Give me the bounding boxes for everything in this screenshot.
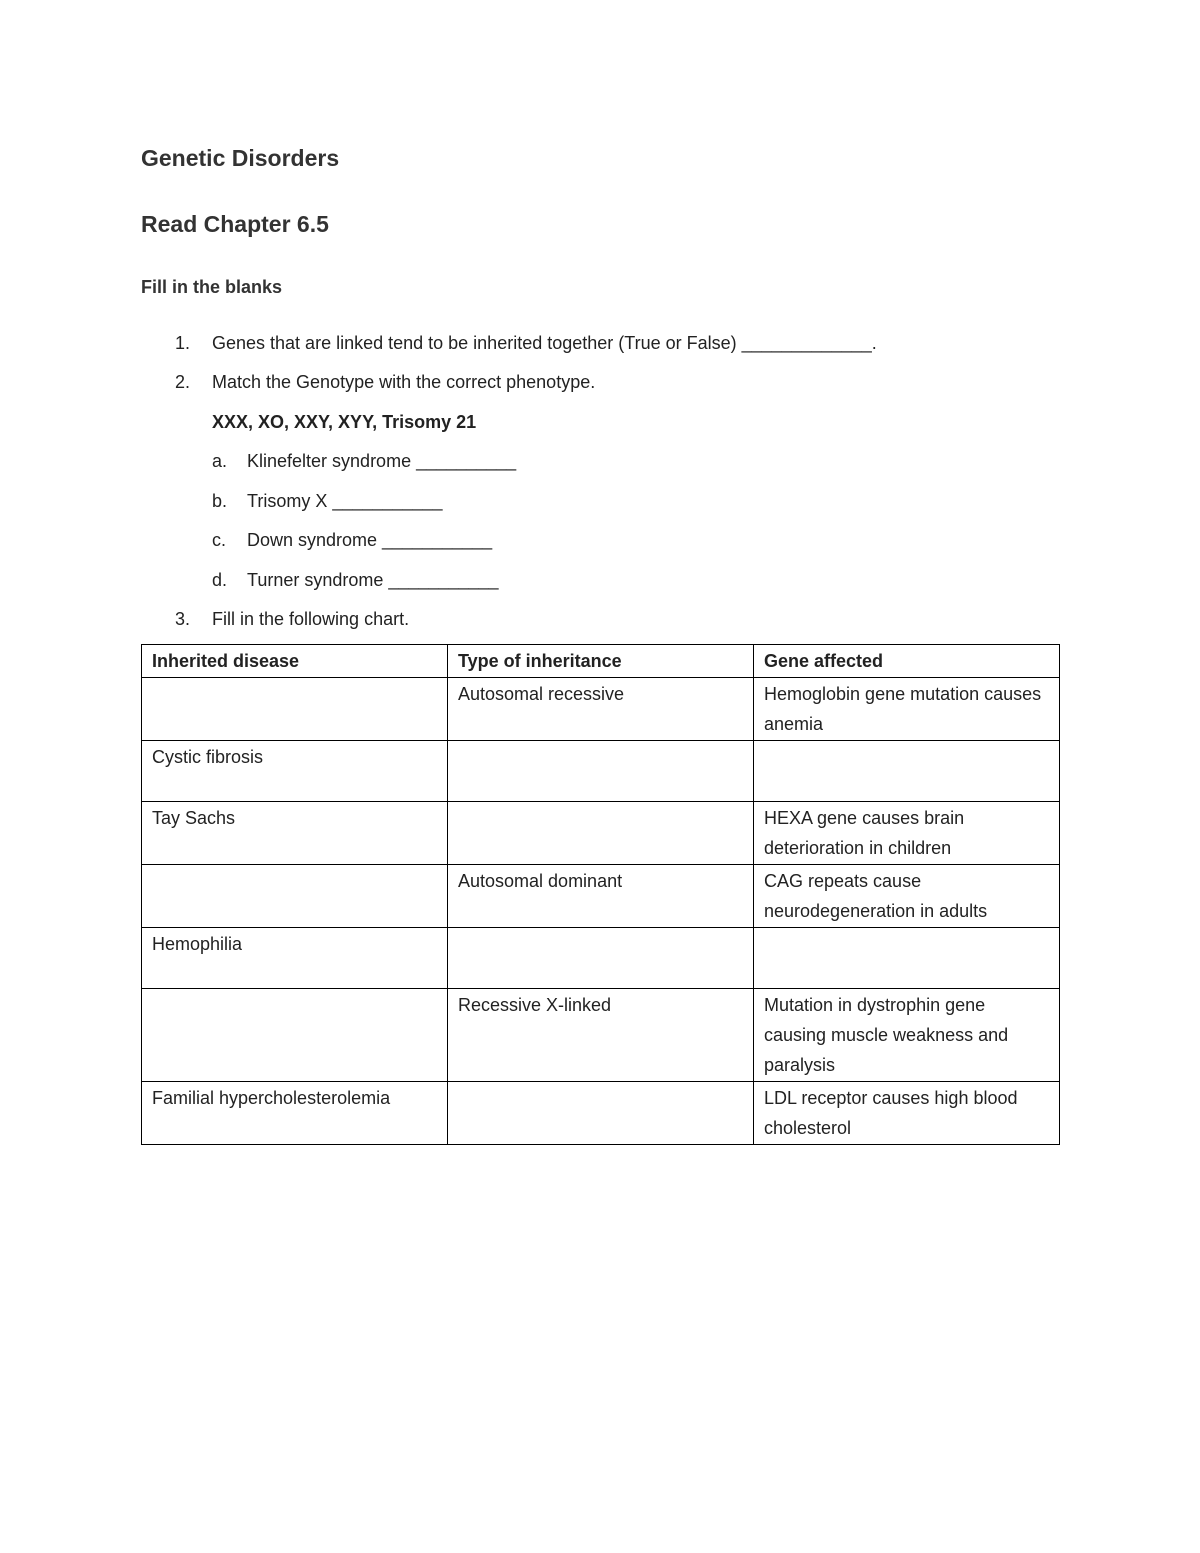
table-row <box>142 678 1060 741</box>
question-1 <box>0 331 1200 355</box>
cell-disease: Tay Sachs <box>142 802 448 865</box>
cell-disease[interactable] <box>142 678 448 741</box>
cell-inheritance: Recessive X-linked <box>448 989 754 1082</box>
cell-disease: Familial hypercholesterolemia <box>142 1082 448 1145</box>
sub-item-d <box>0 568 1200 592</box>
cell-gene[interactable] <box>754 928 1060 989</box>
question-text: Match the Genotype with the correct phenotype. <box>212 372 596 392</box>
sub-item-text: Down syndrome ___________ <box>247 530 493 550</box>
sub-item-letter: b. <box>212 491 228 511</box>
question-text: Genes that are linked tend to be inherited together (True or False) _____________. <box>212 333 877 353</box>
table-row <box>142 865 1060 928</box>
table-row <box>142 741 1060 802</box>
cell-disease: Cystic fibrosis <box>142 741 448 802</box>
cell-gene: CAG repeats cause neurodegeneration in adults <box>754 865 1060 928</box>
table-row <box>142 989 1060 1082</box>
cell-inheritance[interactable] <box>448 802 754 865</box>
question-number: 2. <box>175 372 191 392</box>
question-2 <box>0 370 1200 394</box>
page-title: Genetic Disorders <box>141 145 340 171</box>
sub-item-a <box>0 449 1200 473</box>
sub-item-b <box>0 489 1200 513</box>
cell-inheritance[interactable] <box>448 741 754 802</box>
cell-gene: HEXA gene causes brain deterioration in children <box>754 802 1060 865</box>
sub-item-text: Klinefelter syndrome __________ <box>247 451 517 471</box>
sub-item-text: Trisomy X ___________ <box>247 491 443 511</box>
header-gene-affected: Gene affected <box>754 645 1060 678</box>
header-type-of-inheritance: Type of inheritance <box>448 645 754 678</box>
question-text: Fill in the following chart. <box>212 609 410 629</box>
cell-disease: Hemophilia <box>142 928 448 989</box>
cell-inheritance: Autosomal recessive <box>448 678 754 741</box>
question-number: 3. <box>175 609 191 629</box>
cell-gene: LDL receptor causes high blood cholesterol <box>754 1082 1060 1145</box>
sub-item-text: Turner syndrome ___________ <box>247 570 499 590</box>
sub-item-letter: c. <box>212 530 227 550</box>
table-row <box>142 802 1060 865</box>
cell-gene: Hemoglobin gene mutation causes anemia <box>754 678 1060 741</box>
inheritance-chart <box>141 644 1060 1145</box>
question-number: 1. <box>175 333 191 353</box>
table-row <box>142 1082 1060 1145</box>
cell-gene: Mutation in dystrophin gene causing muscle weakness and paralysis <box>754 989 1060 1082</box>
sub-item-letter: d. <box>212 570 228 590</box>
cell-gene[interactable] <box>754 741 1060 802</box>
cell-inheritance: Autosomal dominant <box>448 865 754 928</box>
genotype-options <box>0 410 1200 434</box>
chapter-heading: Read Chapter 6.5 <box>141 211 329 237</box>
table-row <box>142 928 1060 989</box>
question-3 <box>0 607 1200 631</box>
cell-inheritance[interactable] <box>448 928 754 989</box>
genotype-list: XXX, XO, XXY, XYY, Trisomy 21 <box>212 412 477 432</box>
header-inherited-disease: Inherited disease <box>142 645 448 678</box>
cell-disease[interactable] <box>142 865 448 928</box>
cell-inheritance[interactable] <box>448 1082 754 1145</box>
section-label: Fill in the blanks <box>141 277 283 297</box>
sub-item-letter: a. <box>212 451 228 471</box>
table-header-row <box>142 645 1060 678</box>
cell-disease[interactable] <box>142 989 448 1082</box>
sub-item-c <box>0 528 1200 552</box>
